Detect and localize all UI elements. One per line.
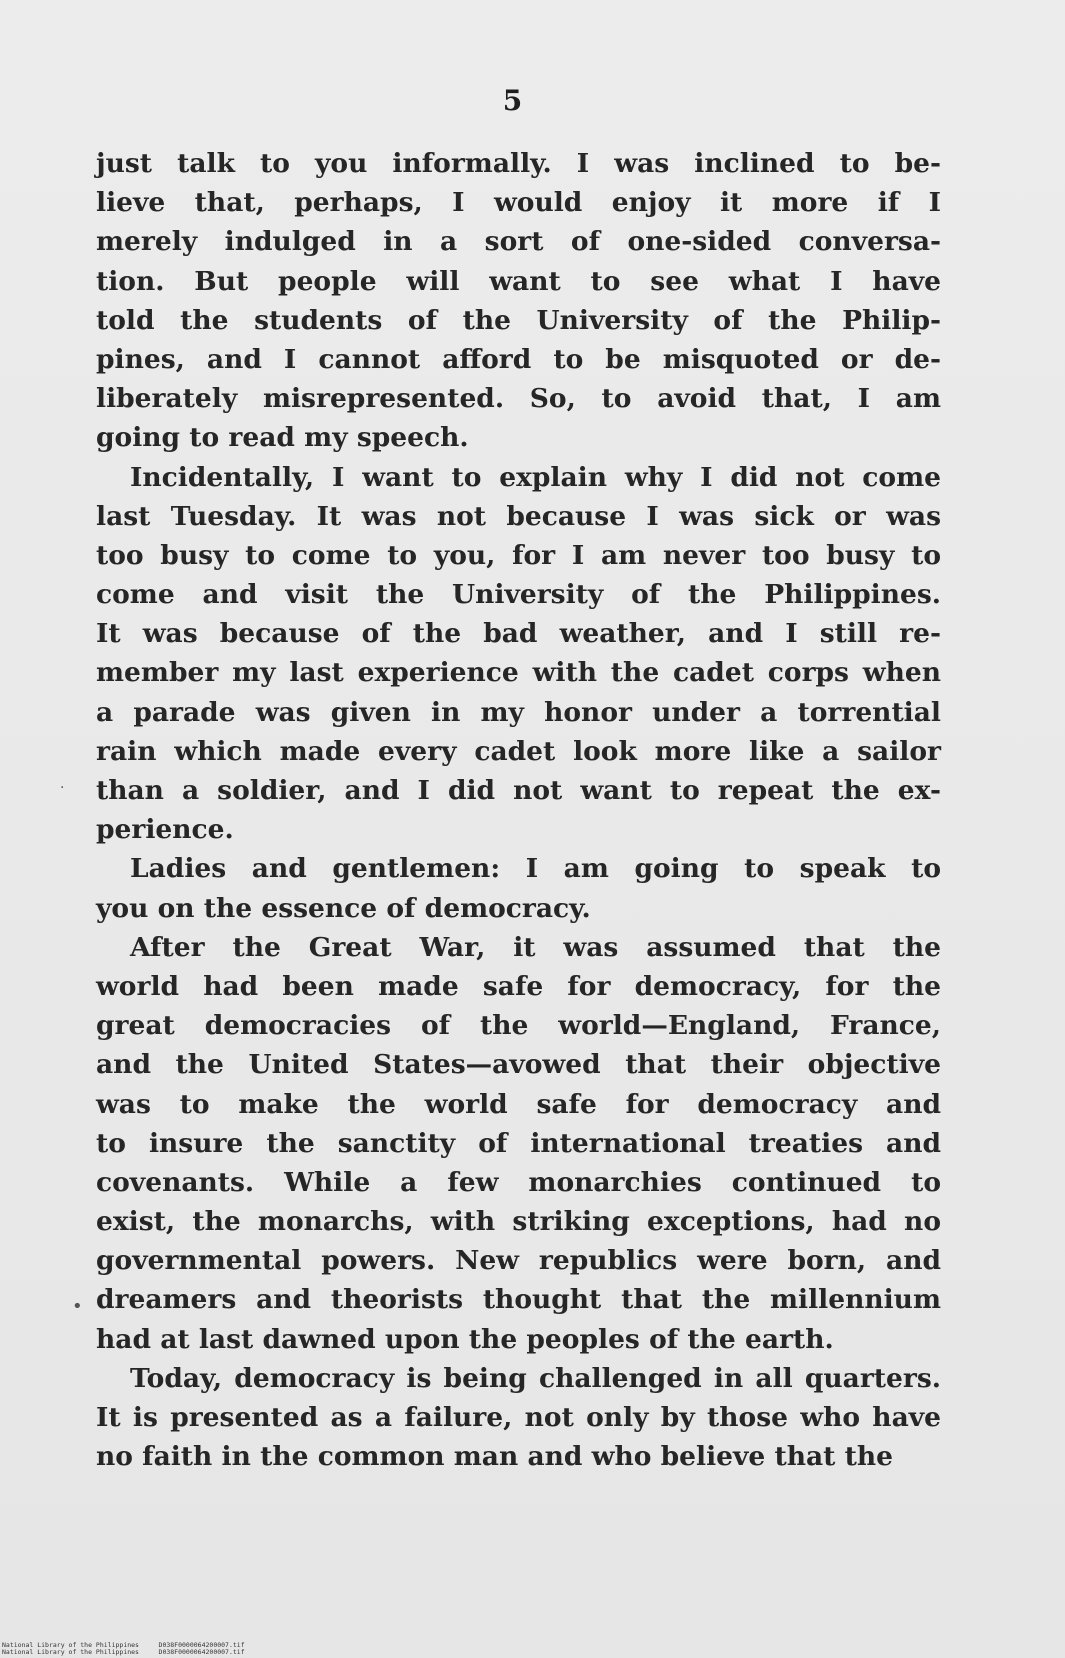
- paragraph: [96, 1359, 941, 1477]
- footer-line: National Library of the Philippines D038F0000064200007.tif: [2, 1641, 245, 1649]
- text-line: to insure the sanctity of international treaties and: [96, 1127, 941, 1159]
- text-line: too busy to come to you, for I am never too busy to: [96, 539, 941, 571]
- text-line: Ladies and gentlemen: I am going to speak to: [130, 853, 941, 885]
- paragraph: [96, 928, 941, 1359]
- text-line: a parade was given in my honor under a torrential: [96, 696, 941, 728]
- paragraph: [96, 458, 941, 850]
- body-text: [96, 144, 941, 1476]
- text-line: governmental powers. New republics were born, and: [96, 1245, 941, 1277]
- paragraph: [96, 849, 941, 927]
- paragraph: [96, 144, 941, 458]
- text-line: had at last dawned upon the peoples of the earth.: [96, 1323, 834, 1355]
- text-line: merely indulged in a sort of one-sided conversa-: [96, 226, 941, 258]
- footer-line: National Library of the Philippines D038F0000064200007.tif: [2, 1648, 245, 1656]
- text-line: It was because of the bad weather, and I still re-: [96, 618, 941, 650]
- text-line: told the students of the University of the Philip-: [96, 304, 941, 336]
- text-line: no faith in the common man and who believe that the: [96, 1441, 894, 1473]
- text-line: It is presented as a failure, not only by those who have: [96, 1402, 941, 1433]
- text-line: rain which made every cadet look more like a sailor: [96, 735, 941, 767]
- text-line: Incidentally, I want to explain why I did not come: [130, 461, 941, 493]
- scan-speck: ·: [60, 780, 65, 796]
- text-line: Today, democracy is being challenged in all quarters.: [130, 1362, 941, 1394]
- text-line: tion. But people will want to see what I have: [96, 265, 941, 297]
- text-line: dreamers and theorists thought that the millennium: [96, 1284, 941, 1316]
- text-line: pines, and I cannot afford to be misquoted or de-: [96, 343, 941, 375]
- text-line: world had been made safe for democracy, for the: [96, 970, 941, 1002]
- text-line: liberately misrepresented. So, to avoid that, I am: [96, 383, 941, 415]
- text-line: going to read my speech.: [96, 422, 469, 454]
- text-line: exist, the monarchs, with striking exceptions, had no: [96, 1206, 941, 1238]
- text-line: covenants. While a few monarchies continued to: [96, 1166, 941, 1198]
- scan-footer: [2, 1642, 245, 1656]
- text-line: just talk to you informally. I was inclined to be-: [96, 148, 941, 179]
- text-line: lieve that, perhaps, I would enjoy it more if I: [96, 187, 941, 219]
- text-line: come and visit the University of the Philippines.: [96, 579, 941, 611]
- scan-speck: •: [72, 1296, 83, 1317]
- page-number: 5: [502, 84, 523, 117]
- text-line: and the United States—avowed that their objective: [96, 1049, 941, 1081]
- text-line: perience.: [96, 814, 234, 846]
- text-line: member my last experience with the cadet corps when: [96, 657, 941, 689]
- text-line: you on the essence of democracy.: [96, 892, 591, 924]
- text-line: was to make the world safe for democracy and: [96, 1088, 941, 1120]
- text-line: last Tuesday. It was not because I was sick or was: [96, 500, 941, 532]
- text-line: After the Great War, it was assumed that the: [130, 931, 941, 963]
- text-line: great democracies of the world—England, France,: [96, 1010, 941, 1042]
- text-line: than a soldier, and I did not want to repeat the ex-: [96, 775, 941, 806]
